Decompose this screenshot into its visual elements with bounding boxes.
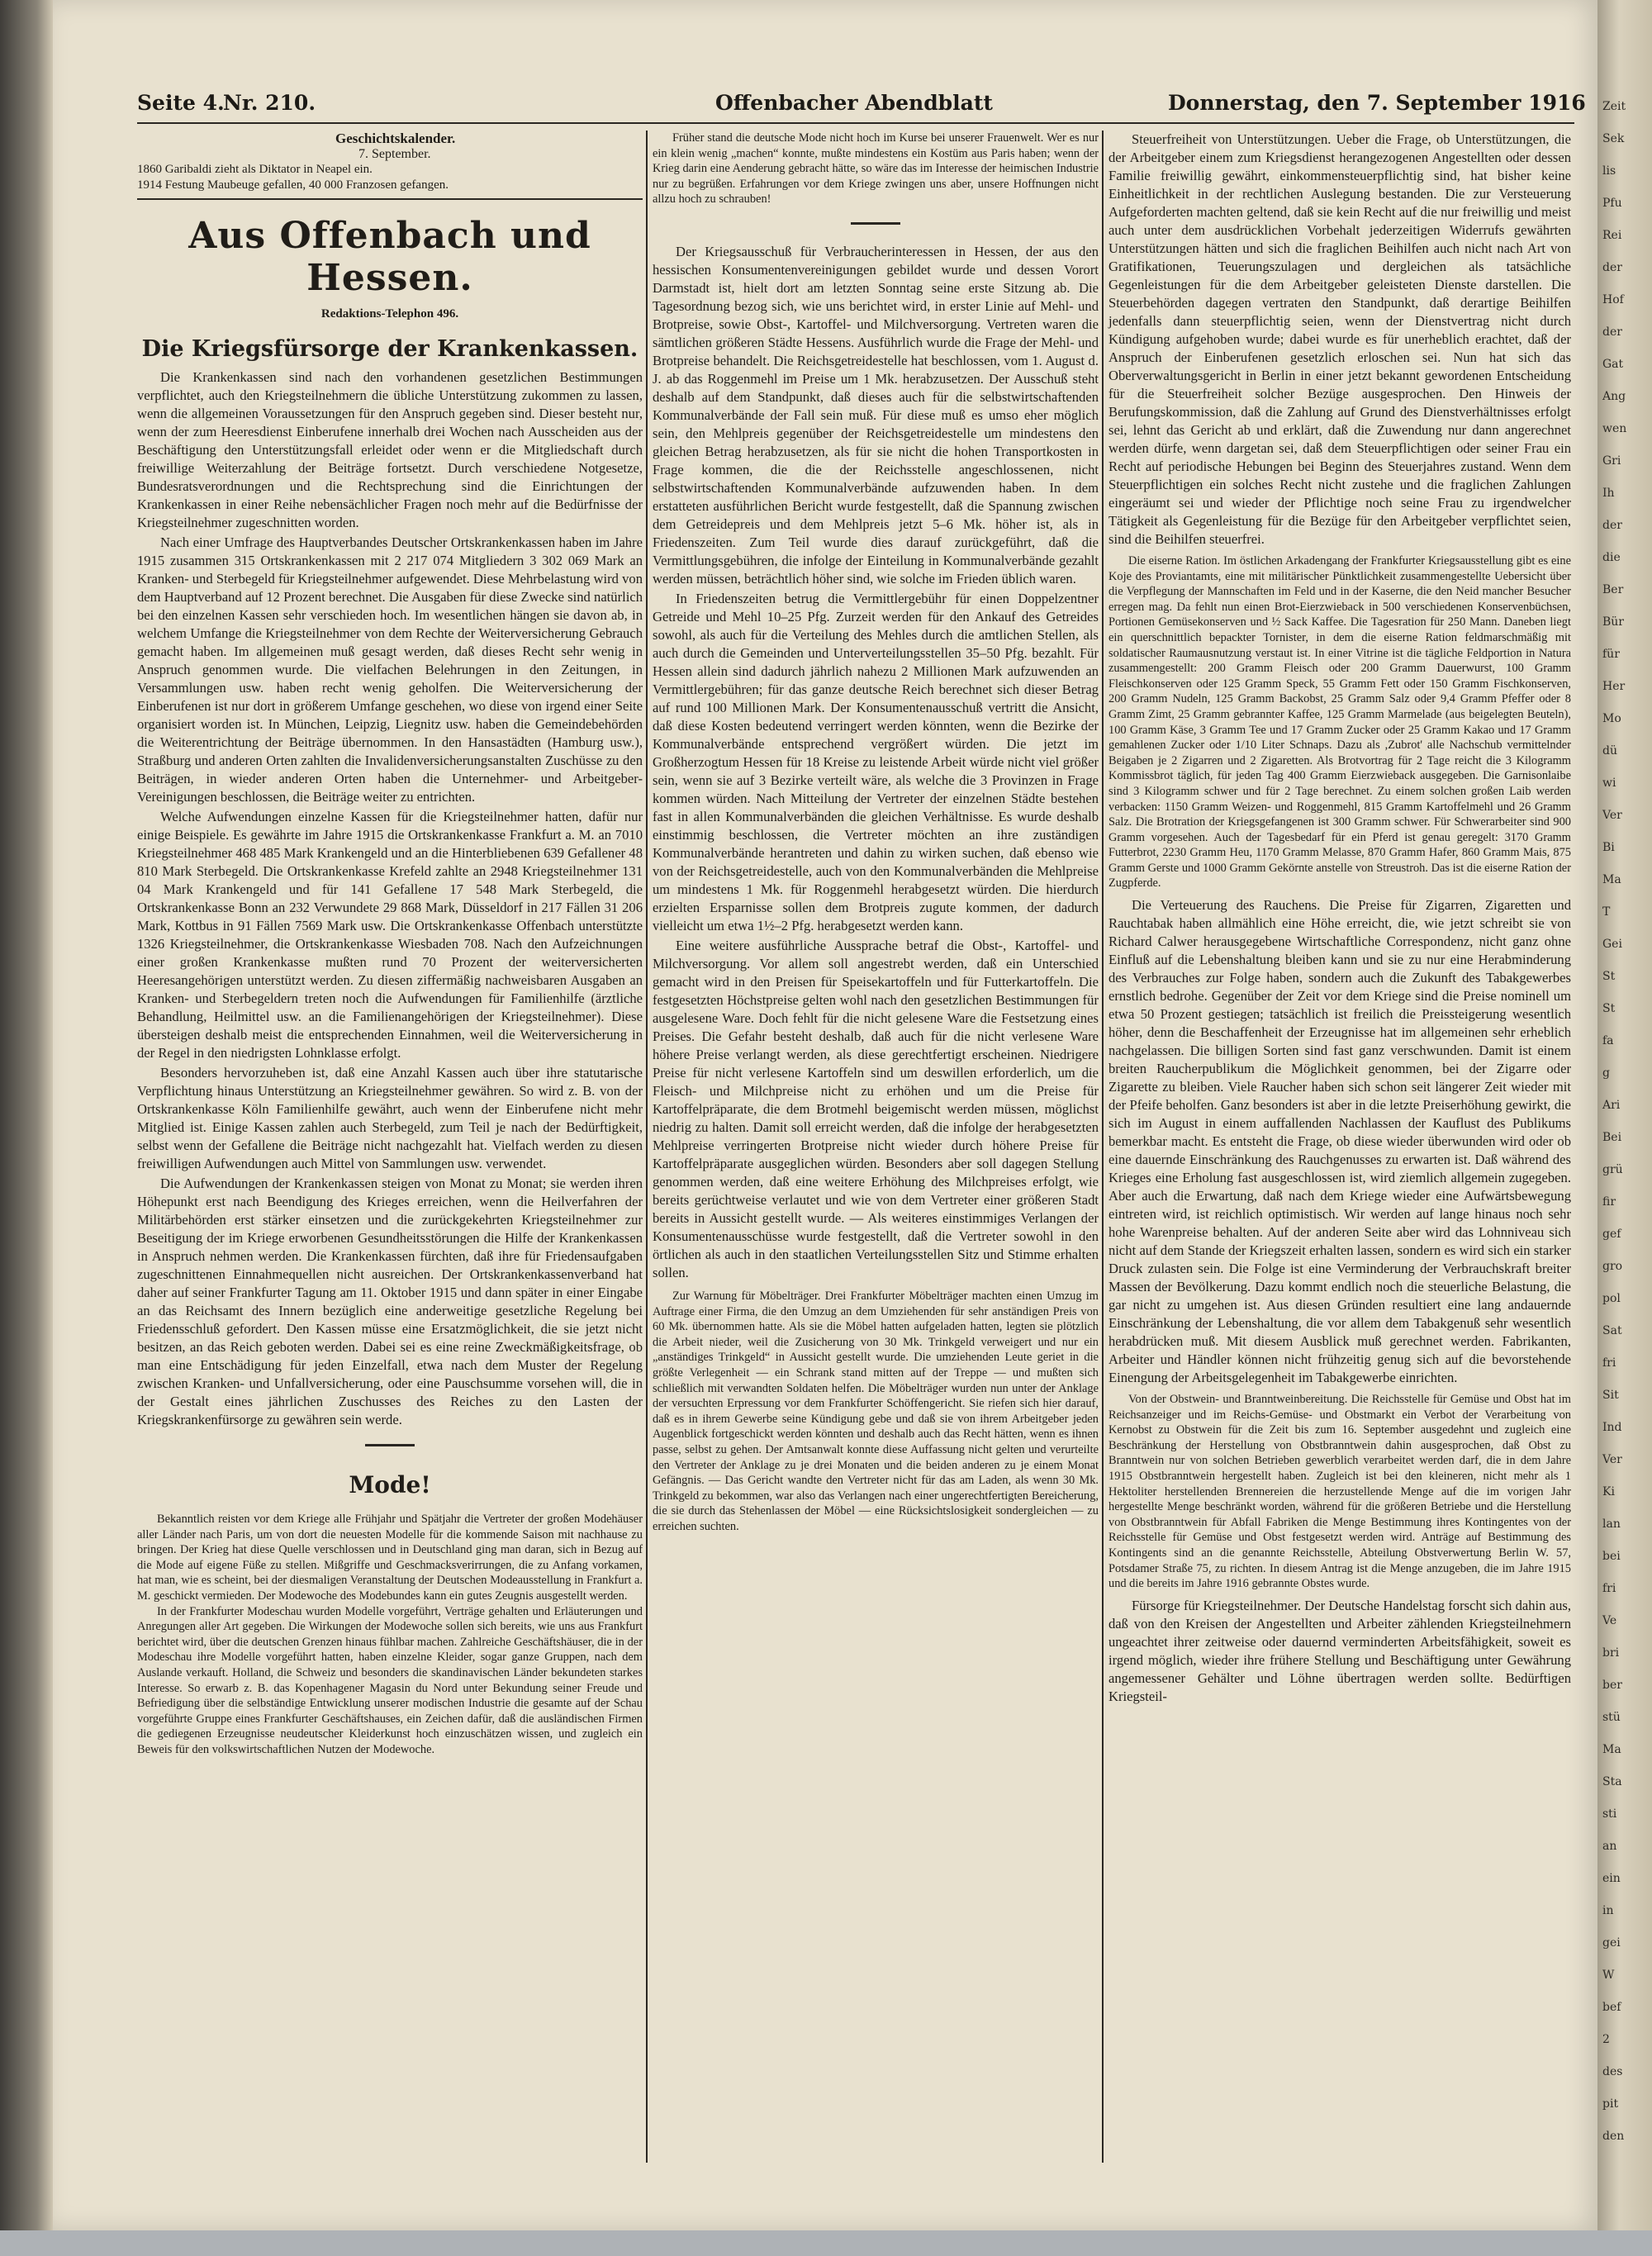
adjacent-page-fragment: Hof xyxy=(1602,293,1624,306)
adjacent-page-fragment: wi xyxy=(1602,777,1616,790)
history-calendar xyxy=(137,131,643,193)
adjacent-page-fragment: Ih xyxy=(1602,487,1615,500)
adjacent-page-fragment: Ve xyxy=(1602,1614,1617,1627)
article-paragraph: Welche Aufwendungen einzelne Kassen für die Kriegsteilnehmer hatten, dafür nur einige Beispiele. Es gewährte im Jahre 1915 die Ortskrankenkasse Frankfurt a. M. an 7010 Kriegsteilnehmer 468 485 Mark Krankengeld und an die Hinterbliebenen 639 Gefallener 48 810 Mark Sterbegeld. Die Ortskrankenkasse Krefeld zahlte an 2948 Kriegsteilnehmer 131 04 Mark Krankengeld und für 141 Gefallene 17 548 Mark Sterbegeld, die Ortskrankenkasse Bonn an 232 Verwundete 29 868 Mark, Düsseldorf in 217 Fällen 31 206 Mark, Kottbus in 91 Fällen 7569 Mark usw. Die Ortskrankenkasse Offenbach unterstützte 1326 Kriegsteilnehmer, die Ortskrankenkasse Wiesbaden 708. Nach den Aufzeichnungen einer großen Krankenkasse mußten rund 70 Prozent der weiterversicherten Heeresangehörigen unterstützt werden. Zu diesen ziffermäßig nachweisbaren Ausgaben an Kranken- und Sterbegeldern treten noch die Aufwendungen für Familienhilfe (ärztliche Behandlung, Heilmittel usw. an die Familienangehörigen der Kriegsteilnehmer). Diese übersteigen deshalb meist die entsprechenden Einnahmen, weil die Weiterversicherung in der Regel in den niedrigsten Lohnklasse erfolgt. xyxy=(137,809,643,1061)
adjacent-page-fragment: Pfu xyxy=(1602,197,1622,210)
adjacent-page-fragment: Rei xyxy=(1602,229,1622,242)
article-paragraph: Nach einer Umfrage des Hauptverbandes Deutscher Ortskrankenkassen haben im Jahre 1915 zusammen 315 Ortskrankenkassen mit 2 217 074 Mitgliedern 3 302 069 Mark an Kranken- und Sterbegeld für Kriegsteilnehmer aufgewendet. Diese Mehrbelastung wird von dem Hauptverband auf 12 Prozent berechnet. Die Ausgaben für diese Zwecke sind natürlich bei den einzelnen Kassen sehr verschieden hoch. Im wesentlichen hängen sie davon ab, in welchem Umfange die Kriegsteilnehmer von dem Rechte der Weiterversicherung Gebrauch gemacht haben. Im allgemeinen muß gesagt werden, daß dieses Recht sehr wenig in Anspruch genommen wurde. Die vielfachen Belehrungen in den Zeitungen, in Versammlungen usw. haben recht wenig geholfen. Die Weiterversicherung der Einberufenen ist nur dort in größerem Umfange geschehen, wo diese von irgend einer Seite organisiert worden ist. In München, Leipzig, Liegnitz usw. haben die Gemeindebehörden die Weiterentrichtung der Beiträge übernommen. In den Hansastädten (Hamburg usw.), Straßburg und anderen Orten zahlten die Invalidenversicherungsanstalten Zuschüsse zu den Beiträgen, in wieder anderen Orten haben die Unternehmer- und Arbeitgeber-Vereinigungen beschlossen, die Beiträge weiter zu entrichten. xyxy=(137,534,643,805)
adjacent-page-fragment: ber xyxy=(1602,1679,1622,1692)
adjacent-page-fragment: Ki xyxy=(1602,1485,1615,1498)
column-2 xyxy=(653,131,1099,1534)
adjacent-page-fragment: Ma xyxy=(1602,1743,1621,1756)
article-paragraph: Bekanntlich reisten vor dem Kriege alle Frühjahr und Spätjahr die Vertreter der großen Modehäuser aller Länder nach Paris, um von dort die neuesten Modelle für die kommende Saison mit nachhause zu bringen. Der Krieg hat diese Quelle verschlossen und in Deutschland ging man daran, sich in Bezug auf die Mode auf eigene Füße zu stellen. Mißgriffe und Geschmacksverirrungen, die zu Anfang vorkamen, hat man, wie es scheint, bei der diesmaligen Veranstaltung der Deutschen Modeausstellung in Frankfurt a. M. geschickt vermieden. Der Modewoche des Modebundes kann ein gutes Zeugnis ausgestellt werden. xyxy=(137,1513,643,1603)
adjacent-page-fragment: Gei xyxy=(1602,938,1622,951)
article-paragraph: Steuerfreiheit von Unterstützungen. Ueber die Frage, ob Unterstützungen, die der Arbeitgeber einem zum Kriegsdienst herangezogenen Angestellten oder dessen Familie freiwillig gewährt, einkommensteuerpflichtig sind, hat bisher keine Einheitlichkeit in der rechtlichen Auslegung bestanden. Die zur Versteuerung Aufgeforderten machten geltend, daß sie kein Recht auf die nur freiwillig und meist auch unter dem ausdrücklichen Vorbehalt jederzeitigen Widerrufs gewährten Unterstützungen hätten und sich die fraglichen Beihilfen auch nicht nach Art von Gratifikationen, Teuerungszulagen und dergleichen als tatsächliche Gegenleistungen für die dem Arbeitgeber geleisteten Dienste darstellen. Die Steuerbehörden dagegen vertraten den Standpunkt, daß derartige Beihilfen jedenfalls dann steuerpflichtig seien, wenn der Dienstvertrag nicht durch Kündigung aufgehoben wurde; dabei wurde es für unerheblich erachtet, daß der Anspruch der Einberufenen gesetzlich erloschen sei. Nun hat sich das Oberverwaltungsgericht in Berlin in einer jetzt bekannt gewordenen Entscheidung für die Steuerfreiheit solcher Bezüge ausgesprochen. Den Hinweis der Berufungskommission, daß die Zahlung auf Grund des Dienstverhältnisses erfolgt sei, lehnt das Gericht ab und erklärt, daß die Zuwendung nur dann angerechnet werden dürfe, wenn dargetan sei, daß dem Steuerpflichtigen oder seiner Frau ein Recht auf periodische Hebungen bei Beginn des Steuerjahres zustand. Wenn dem Steuerpflichtigen ein solches Recht nicht zustehe und die fraglichen Zahlungen eingeräumt sei und wieder der Pflichtige noch seine Frau zu irgendwelcher Tätigkeit als Gegenleistung für die Bezüge für den Arbeitgeber verpflichtet seien, sind die Beihilfen steuerfrei. xyxy=(1108,131,1571,547)
page-label: Seite 4. xyxy=(137,91,225,115)
article-paragraph: Eine weitere ausführliche Aussprache betraf die Obst-, Kartoffel- und Milchversorgung. Vor allem soll angestrebt werden, daß ein Unterschied gemacht wird in den Preisen für Speisekartoffeln und für Futterkartoffeln. Die festgesetzten Höchstpreise gelten wohl nach den gesetzlichen Bestimmungen für ausgelesene Ware. Doch fehlt für die nicht gelesene Ware die Festsetzung eines Preises. Die Gefahr besteht deshalb, daß auch für die nicht verlesene Ware höhere Preise verlangt werden, als diese gerechtfertigt erscheinen. Niedrigere Preise für nicht verlesene Kartoffeln sind um deswillen erforderlich, um die Fleisch- und Milchpreise nicht zu erhöhen und um die Preise für Kartoffelpräparate, die dem Brotmehl beigemischt werden müssen, möglichst niedrig zu halten. Damit soll erreicht werden, daß die infolge der herabgesetzten Mehlpreise verringerten Brotpreise nicht wieder durch höhere Preise für Kartoffelpräparate ausgeglichen würden. Besonders aber soll dagegen Stellung genommen werden, daß eine weitere Erhöhung des Milchpreises erfolgt, wie bereits gerüchtweise verlautet und wie von dem Vertreter einer größeren Stadt bereits in Aussicht gestellt wurde. — Als weiteres einstimmiges Verlangen der Konsumentenausschüsse wurde festgestellt, daß die Vertreter sowohl in den örtlichen als auch in den staatlichen Verteilungsstellen Sitz und Stimme erhalten sollen. xyxy=(653,937,1099,1280)
adjacent-page-fragment: g xyxy=(1602,1066,1610,1080)
adjacent-page-fragment: 2 xyxy=(1602,2033,1610,2046)
adjacent-page-fragment: Zeit xyxy=(1602,100,1626,113)
adjacent-page-fragment: fa xyxy=(1602,1034,1614,1047)
adjacent-page-fragment: Sat xyxy=(1602,1324,1622,1337)
adjacent-page-fragment: Ver xyxy=(1602,809,1622,822)
article-paragraph: Die Krankenkassen sind nach den vorhandenen gesetzlichen Bestimmungen verpflichtet, auch den Kriegsteilnehmern die übliche Unterstützung zukommen zu lassen, wenn die allgemeinen Voraussetzungen für den Anspruch gegeben sind. Dieser besteht nur, wenn der zum Heeresdienst Einberufene innerhalb drei Wochen nach Ausscheiden aus der Beschäftigung den Unterstützungsfall erleidet oder wenn er die Mitgliedschaft durch freiwillige Weiterzahlung der Beiträge fortsetzt. Durch verschiedene Notgesetze, Bundesratsverordnungen und die Rechtsprechung sind die Einrichtungen der Krankenkassen in einer Reihe nebensächlicher Fragen noch mehr auf die Bedürfnisse der Kriegsteilnehmer zugeschnitten worden. xyxy=(137,369,643,530)
adjacent-page-fragment: gro xyxy=(1602,1260,1623,1273)
column-rule-right xyxy=(1102,131,1104,2163)
adjacent-page-fragment: des xyxy=(1602,2065,1623,2078)
header-rule xyxy=(137,122,1574,124)
binding-spine xyxy=(0,0,53,2256)
article-paragraph: Die Verteuerung des Rauchens. Die Preise für Zigarren, Zigaretten und Rauchtabak haben allmählich eine Höhe erreicht, die, wie jetzt schreibt sie von Richard Calwer herausgegebene Wirtschaftliche Correspondenz, nicht ganz ohne Einfluß auf die Lebenshaltung bleiben kann und sie zu nur eine Herabminderung des Verbrauches zur Folge haben, sondern auch die Zukunft des Tabakgewerbes ernstlich bedrohe. Gegenüber der Zeit vor dem Kriege sind die Preise nominell um etwa 50 Prozent gestiegen; tatsächlich ist freilich die Preissteigerung wesentlich höher, denn die Beschaffenheit der Erzeugnisse hat im allgemeinen sehr erheblich nachgelassen. Die billigen Sorten sind fast ganz verschwunden. Damit ist einem breiten Raucherpublikum die Möglichkeit genommen, bei der Zigarre oder Zigarette zu bleiben. Viele Raucher haben sich schon seit längerer Zeit wieder mit der Pfeife beholfen. Ganz besonders ist aber in die letzte Preiserhöhung gewirkt, die sich im August in einem auffallenden Nachlassen der Kauflust des Publikums bemerkbar macht. Es entsteht die Frage, ob diese wieder überwunden wird oder ob eine dauernde Einschränkung des Rauchgenusses zu erwarten ist. Daß während des Krieges eine Erholung fast ausgeschlossen ist, wird ziemlich allgemein zugegeben. Aber auch die Erwartung, daß nach dem Kriege wieder eine Aufwärtsbewegung eintreten wird, ist reichlich optimistisch. Wir werden auf lange hinaus noch sehr hohe Warenpreise behalten. Auf der anderen Seite aber wird das Lohnniveau sich nicht auf dem Stande der Kriegszeit erhalten lassen, sondern es wird sich ein starker Druck zulasten sein. Die Folge ist eine Verminderung der Verbrauchskraft breiter Massen der Bevölkerung. Dazu kommt endlich noch die steuerliche Belastung, die gar nicht zu umgehen ist. Aus diesen Gründen resultiert eine lang andauernde Einschränkung der Lebenshaltung, die vor allem dem Tabakgenuß sehr wesentlich herabdrücken muß. Mit diesem Ausblick muß gerechnet werden. Fabrikanten, Arbeiter und Händler können nicht frühzeitig genug sich auf die bevorstehende Einengung der Arbeitsgelegenheit im Tabakgewerbe einrichten. xyxy=(1108,897,1571,1386)
adjacent-page-fragment: wen xyxy=(1602,422,1627,435)
scanner-bed xyxy=(0,2230,1652,2256)
article-title-mode: Mode! xyxy=(349,1471,431,1498)
adjacent-page-fragment: Sit xyxy=(1602,1389,1619,1402)
adjacent-page-fragment: fri xyxy=(1602,1582,1616,1595)
article-paragraph: Fürsorge für Kriegsteilnehmer. Der Deutsche Handelstag forscht sich dahin aus, daß von den Kreisen der Angestellten und Arbeiter zählenden Kriegsteilnehmern ungeachtet ihrer zeitweise oder dauernd verminderten Arbeitsfähigkeit, soweit es irgend möglich, wieder ihre frühere Stellung und Beschäftigung unter Gewährung angemessener Gehälter und Löhne übertragen werden sollte. Bedürftigen Kriegsteil- xyxy=(1108,1597,1571,1704)
adjacent-page-fragment: W xyxy=(1602,1969,1615,1982)
adjacent-page-fragment: Her xyxy=(1602,680,1626,693)
editorial-telephone: Redaktions-Telephon 496. xyxy=(320,307,459,321)
calendar-entry: 1860 Garibaldi zieht als Diktator in Neapel ein. xyxy=(137,163,373,176)
adjacent-page-fragment: St xyxy=(1602,1002,1616,1015)
article-divider xyxy=(365,1444,415,1446)
article-paragraph: Die eiserne Ration. Im östlichen Arkadengang der Frankfurter Kriegsausstellung gibt es eine Koje des Proviantamts, eine mit militärischer Pünktlichkeit zusammengestellte Uebersicht über die Verpflegung der Mannschaften im Feld und in der Kaserne, die den Neid mancher Besucher erregen mag. Da fehlt nun einen Brot-Eierzwieback in 500 verschiedenen Konservenbüchsen, Portionen Gemüsekonserven und ½ Sack Kaffee. Die Tagesration für 250 Mann. Daneben liegt ein querschnittlich bepackter Tornister, in dem die eiserne Ration feldmarschmäßig mit soldatischer Raumausnutzung verstaut ist. In einer Vitrine ist die tägliche Feldportion in Natura zusammengestellt: 200 Gramm Fleisch oder 200 Gramm Dauerwurst, 100 Gramm Fleischkonserven oder 125 Gramm Speck, 55 Gramm Fett oder 150 Gramm Fischkonserven, 200 Gramm Nudeln, 125 Gramm Backobst, 25 Gramm Salz oder 9,4 Gramm Pfeffer oder 8 Gramm Zimt, 25 Gramm gebrannter Kaffee, 125 Gramm Marmelade (aus beigelegten Beuteln), 100 Gramm Käse, 3 Gramm Tee und 17 Gramm Zucker oder 25 Gramm Kakao und 17 Gramm gemahlenen Zucker oder 1/10 Liter Schnaps. Dazu als ,Zubrot' alle Nachschub vermittelnder Beigaben je 2 Zigarren und 2 Zigaretten. Als Brotvortrag für 2 Tage reicht die 3 Kilogramm Kommissbrot täglich, für jeden Tag 400 Gramm Eierzwieback ausgegeben. Die Garnisonlaibe sind 3 Kilogramm schwer und für 2 Tage berechnet. Zu einem solchen großen Laib werden verbacken: 1150 Gramm Weizen- und Roggenmehl, 815 Gramm Kartoffelmehl und 26 Gramm Salz. Die Brotration der Kriegsgefangenen ist 300 Gramm schwer. Für Schwerarbeiter sind 900 Gramm vorgesehen. Auch der Tagesbedarf für ein Pferd ist genau geregelt: 3170 Gramm Futterbrot, 2230 Gramm Heu, 1170 Gramm Melasse, 870 Gramm Hafer, 860 Gramm Mais, 875 Gramm Gerste und 1000 Gramm Gekörnte anstelle von Streustroh. Das ist die eiserne Ration der Zugpferde. xyxy=(1108,554,1571,891)
adjacent-page-fragment: Ver xyxy=(1602,1453,1622,1466)
adjacent-page-fragment: Mo xyxy=(1602,712,1621,725)
adjacent-page-fragment: grü xyxy=(1602,1163,1623,1176)
section-title: Aus Offenbach und Hessen. xyxy=(188,215,591,299)
issue-number: Nr. 210. xyxy=(223,91,316,115)
column-1 xyxy=(137,131,643,1758)
adjacent-page-fragment: sti xyxy=(1602,1807,1617,1821)
adjacent-page-fragment: ein xyxy=(1602,1872,1621,1885)
adjacent-page-fragment: den xyxy=(1602,2130,1625,2143)
adjacent-page-fragment: bei xyxy=(1602,1550,1621,1563)
article-divider xyxy=(851,222,900,225)
adjacent-page-fragment: Sek xyxy=(1602,132,1625,145)
adjacent-page-fragment: fir xyxy=(1602,1195,1616,1209)
article-paragraph: Von der Obstwein- und Branntweinbereitung. Die Reichsstelle für Gemüse und Obst hat im Reichsanzeiger und im Reichs-Gemüse- und Obstmarkt ein Verbot der Verarbeitung von Kernobst zu Obstwein für die Zeit bis zum 16. September ausgedehnt und zugleich eine Beschränkung der Herstellung von Obstbranntwein dahin ausgesprochen, daß Obst zu Branntwein nur von solchen Betrieben gewerblich verarbeitet werden darf, die in dem Jahre 1915 Obstbranntwein hergestellt haben. Zugleich ist bei den kleineren, nicht mehr als 1 Hektoliter herstellenden Brennereien die herzustellende Menge auf die im vorigen Jahr hergestellte Menge beschränkt worden, während für die größeren Betriebe und die Herstellung von Obstbranntwein für Abfall Fabriken die Menge Bestimmung ihres Kontingentes von der Reichsstelle für Gemüse und Obst festgesetzt werden wird. Anträge auf Bestimmung des Kontingents sind an die genannte Reichsstelle, Abteilung Obstverwertung Berlin W. 57, Potsdamer Straße 75, zu richten. In diesem Antrag ist die Menge anzugeben, die im Jahre 1915 und die bereits im Jahre 1916 gebrannte Obstes wurde. xyxy=(1108,1393,1571,1591)
article-paragraph: Früher stand die deutsche Mode nicht hoch im Kurse bei unserer Frauenwelt. Wer es nur ein klein wenig „machen“ konnte, mußte mindestens ein Kostüm aus Paris haben; wenn der Krieg darin eine Aenderung gebracht hätte, so wäre das im Interesse der heimischen Industrie nur zu begrüßen. Erfahrungen vor dem Kriege zwingen uns aber, unsere Hoffnungen nicht allzu hoch zu schrauben! xyxy=(653,131,1099,207)
adjacent-page-fragment: die xyxy=(1602,551,1621,564)
adjacent-page-fragment: pit xyxy=(1602,2097,1619,2111)
column-rule-left xyxy=(646,131,648,2163)
article-paragraph: In der Frankfurter Modeschau wurden Modelle vorgeführt, Verträge gehalten und Erläuterungen und Anregungen aller Art gegeben. Die Wirkungen der Modewoche sollen sich bereits, wie uns aus Frankfurt berichtet wird, über die deutschen Grenzen hinaus fühlbar machen. Zahlreiche Geschäftshäuser, die in der Modeschau ihre Modelle vorgeführt hatten, haben einzelne Kleider, sogar ganze Gruppen, nach dem Auslande verkauft. Holland, die Schweiz und besonders die skandinavischen Länder bekundeten starkes Interesse. So erwarb z. B. das Kopenhagener Magasin du Nord unter Bekundung seiner Freude und Befriedigung über die selbständige Entwicklung unserer modischen Industrie die gesamte auf der Schau vorgeführte Gruppe eines Frankfurter Geschäftshauses, ein Zeichen dafür, daß die ausländischen Firmen die gediegenen Erzeugnisse neudeutscher Kleiderkunst hoch einzuschätzen wissen, und zugleich ein Beweis für den volkswirtschaftlichen Nutzen der Modewoche. xyxy=(137,1604,643,1756)
article-paragraph: Der Kriegsausschuß für Verbraucherinteressen in Hessen, der aus den hessischen Konsumentenvereinigungen gebildet wurde und dessen Vorort Darmstadt ist, hielt dort am letzten Sonntag seine erste Sitzung ab. Die Tagesordnung bezog sich, wie uns berichtet wird, in erster Linie auf Mehl- und Brotpreise, sowie Obst-, Kartoffel- und Milchversorgung. Vertreten waren die sämtlichen größeren Städte Hessens. Ausführlich wurde die Frage der Mehl- und Brotpreise behandelt. Die Reichsgetreidestelle hat beschlossen, vom 1. August d. J. ab das Roggenmehl im Preise um 1 Mk. herabzusetzen. Der Ausschuß steht deshalb auf dem Standpunkt, daß dieses auch für die selbstwirtschaftenden Kommunalverbände der Fall sein muß. Für diese muß es umso eher möglich sein, den Mehlpreis gegenüber der Reichsgetreidestelle um mindestens den gleichen Betrag herabzusetzen, als für sie nicht die hohen Transportkosten in Frage kommen, die die der Reichsstelle angeschlossenen, nicht selbstwirtschaftenden Kommunalverbände aufzuwenden haben. In dem erstatteten ausführlichen Bericht wurde festgestellt, daß die Spannung zwischen dem Getreidepreis und dem Mehlpreis jetzt 5–6 Mk. höher ist, als in Friedenszeiten. Zum Teil wurde dies darauf zurückgeführt, daß die Vermittlungsgebühren, die infolge der Einteilung in Kommunalverbände gezahlt werden müssen, beträchtlich höher sind, wie solche im Frieden üblich waren. xyxy=(653,243,1099,587)
adjacent-page-fragment: Gri xyxy=(1602,454,1621,468)
column-3 xyxy=(1108,131,1571,1707)
adjacent-page-fragment: der xyxy=(1602,519,1622,532)
adjacent-page-fragment: der xyxy=(1602,261,1622,274)
article-paragraph: Besonders hervorzuheben ist, daß eine Anzahl Kassen auch über ihre statutarische Verpflichtung hinaus Unterstützung an Kriegsteilnehmer gewähren. So wird z. B. von der Ortskrankenkasse Köln Familienhilfe gewährt, auch wenn der Einberufene nicht mehr Mitglied ist. Einige Kassen zahlen auch Sterbegeld, zum Teil je nach der Bedürftigkeit, selbst wenn der Gefallene die Beiträge nicht nachgezahlt hat. Vielfach werden zu diesen freiwilligen Aufwendungen auch Mittel von Sammlungen usw. verwendet. xyxy=(137,1065,643,1171)
adjacent-page-fragment: an xyxy=(1602,1840,1617,1853)
adjacent-page-fragment: Ang xyxy=(1602,390,1626,403)
adjacent-page-fragment: Bei xyxy=(1602,1131,1622,1144)
adjacent-page-fragment: dü xyxy=(1602,744,1617,758)
adjacent-page-fragment: Sta xyxy=(1602,1775,1622,1788)
calendar-title: Geschichtskalender. xyxy=(335,131,456,146)
adjacent-page-fragment: bri xyxy=(1602,1646,1620,1660)
adjacent-page-fragment: Bür xyxy=(1602,615,1624,629)
adjacent-page-fragment: Ma xyxy=(1602,873,1621,886)
adjacent-page-fragment: Ari xyxy=(1602,1099,1621,1112)
adjacent-page-fragment: für xyxy=(1602,648,1620,661)
adjacent-page-fragment: bef xyxy=(1602,2001,1621,2014)
adjacent-page-fragment: stü xyxy=(1602,1711,1621,1724)
adjacent-page-fragment: St xyxy=(1602,970,1616,983)
adjacent-page-fragment: Gat xyxy=(1602,358,1624,371)
section-rule xyxy=(137,198,643,200)
adjacent-page-edge xyxy=(1597,0,1652,2256)
article-paragraph: In Friedenszeiten betrug die Vermittlergebühr für einen Doppelzentner Getreide und Mehl 10–25 Pfg. Zurzeit werden für den Ankauf des Getreides sowohl, als auch für die Verteilung des Mehles durch die amtlichen Stellen, als auch durch die Gemeinden und Unterverteilungsstellen 35–50 Pfg. bezahlt. Für Hessen allein sind dadurch jährlich nahezu 2 Millionen Mark aufzuwenden an Vermittlergebühren; für das ganze deutsche Reich berechnet sich dieser Betrag auf rund 100 Millionen Mark. Der Konsumentenausschuß vertritt die Ansicht, daß diese Kosten bedeutend verringert werden könnten, wenn die Bezirke der Kommunalverbände entsprechend vergrößert würden. Die jetzt im Großherzogtum Hessen für 18 Kreise zu leistende Arbeit würde nicht viel größer sein, wenn sie auf 3 Bezirke verteilt wäre, als welche die 3 Provinzen in Frage kommen würden. Nach Mitteilung der Vertreter der einzelnen Städte bestehen fast in allen Kommunalverbänden die gleichen Verhältnisse. Es wurde deshalb einstimmig beschlossen, die Vertreter möchten an ihre zuständigen Kommunalverbände herantreten und dahin zu wirken suchen, daß ebenso wie von der Reichsgetreidestelle, auch von den Kommunalverbänden die Mehlpreise um mindestens 1 Mk. für Roggenmehl herabgesetzt würden. Die hierdurch erzielten Ersparnisse sollen dem Brotpreis zugute kommen, der dadurch vielleicht um etwa 1½–2 Pfg. herabgesetzt werden kann. xyxy=(653,590,1099,933)
calendar-date: 7. September. xyxy=(358,147,431,161)
adjacent-page-fragment: fri xyxy=(1602,1356,1616,1370)
article-title-krankenkassen: Die Kriegsfürsorge der Krankenkassen. xyxy=(141,336,638,362)
adjacent-page-fragment: der xyxy=(1602,325,1622,339)
article-paragraph: Zur Warnung für Möbelträger. Drei Frankfurter Möbelträger machten einen Umzug im Auftrage einer Firma, die den Umzug an dem Umziehenden für sehr anständigen Preis von 60 Mk. übernommen hatte. Als sie die Möbel hatten aufgeladen hatten, legten sie plötzlich die Arbeit nieder, weil die Zusicherung von 30 Mk. Trinkgeld verweigert und nur ein „anständiges Trinkgeld“ in Aussicht gestellt wurde. Die umziehenden Leute geriet in die größte Verlegenheit — ein Schrank stand mitten auf der Treppe — und mußten sich schließlich mit verwandten Soldaten helfen. Die Möbelträger wurden nun unter der Anklage der versuchten Erpressung vor dem Frankfurter Schöffengericht. Sie riefen sich hier darauf, daß es in ihrem Gewerbe seine Kündigung gebe und daß sie von ihrem Arbeitgeber jeden Augenblick fortgeschickt werden könnten und deshalb auch das Recht hätten, wenn es ihnen passe, selbst zu gehen. Der Amtsanwalt konnte diese Auffassung nicht gelten und verurteilte den Vertreter der Anklage zu je drei Monaten und die beiden anderen zu je einem Monat Gefängnis. — Das Gericht wandte den Vertreter nicht für das am Laden, als wenn 30 Mk. Trinkgeld zu bekommen, war also das Verlangen nach einer ungerechtfertigten Bereicherung, die sie durch das Stehenlassen der Möbel — eine Rücksichtslosigkeit sondergleichen — zu erreichen suchten. xyxy=(653,1289,1099,1533)
adjacent-page-fragment: lan xyxy=(1602,1517,1621,1531)
adjacent-page-fragment: Ind xyxy=(1602,1421,1622,1434)
adjacent-page-fragment: lis xyxy=(1602,164,1616,178)
article-paragraph: Die Aufwendungen der Krankenkassen steigen von Monat zu Monat; sie werden ihren Höhepunkt erst nach Beendigung des Krieges erreichen, wenn die Heilverfahren der Militärbehörden erst stärker einsetzen und die zurückgekehrten Kriegsteilnehmer zur Beseitigung der im Kriege erworbenen Gesundheitsstörungen die Hilfe der Krankenkassen in Anspruch nehmen werden. Die Krankenkassen fürchten, daß ihre für Friedensaufgaben zugeschnittenen Einnahmequellen nicht ausreichen. Der Ortskrankenkassenverband hat daher auf seiner Frankfurter Tagung am 11. Oktober 1915 und dann später in einer Eingabe an das Reichsamt des Innern bezüglich eine anderweitige gesetzliche Regelung bei Friedensschluß gefordert. Den Kassen müsse eine Ersatzmöglichkeit, die sie jetzt nicht besitzen, an das Reich geboten werden. Dabei sei es eine reine Zweckmäßigkeitsfrage, ob man eine Entschädigung für jeden Einzelfall, etwa nach dem Muster der Regelung zwischen Kranken- und Unfallversicherung, oder eine Pauschsumme vorsehen will, die in der Gestalt eines jährlichen Zuschusses des Reiches zu den Lasten der Kriegskrankenfürsorge zu gewähren sein werde. xyxy=(137,1175,643,1427)
adjacent-page-fragment: T xyxy=(1602,905,1611,919)
calendar-entry: 1914 Festung Maubeuge gefallen, 40 000 Franzosen gefangen. xyxy=(137,178,449,192)
adjacent-page-fragment: gef xyxy=(1602,1228,1621,1241)
newspaper-title: Offenbacher Abendblatt xyxy=(715,91,993,115)
adjacent-page-fragment: in xyxy=(1602,1904,1614,1917)
adjacent-page-fragment: gei xyxy=(1602,1936,1621,1950)
page-header xyxy=(137,91,1586,124)
adjacent-page-fragment: Bi xyxy=(1602,841,1615,854)
adjacent-page-fragment: pol xyxy=(1602,1292,1621,1305)
issue-date: Donnerstag, den 7. September 1916 xyxy=(1168,91,1586,115)
adjacent-page-fragment: Ber xyxy=(1602,583,1624,596)
